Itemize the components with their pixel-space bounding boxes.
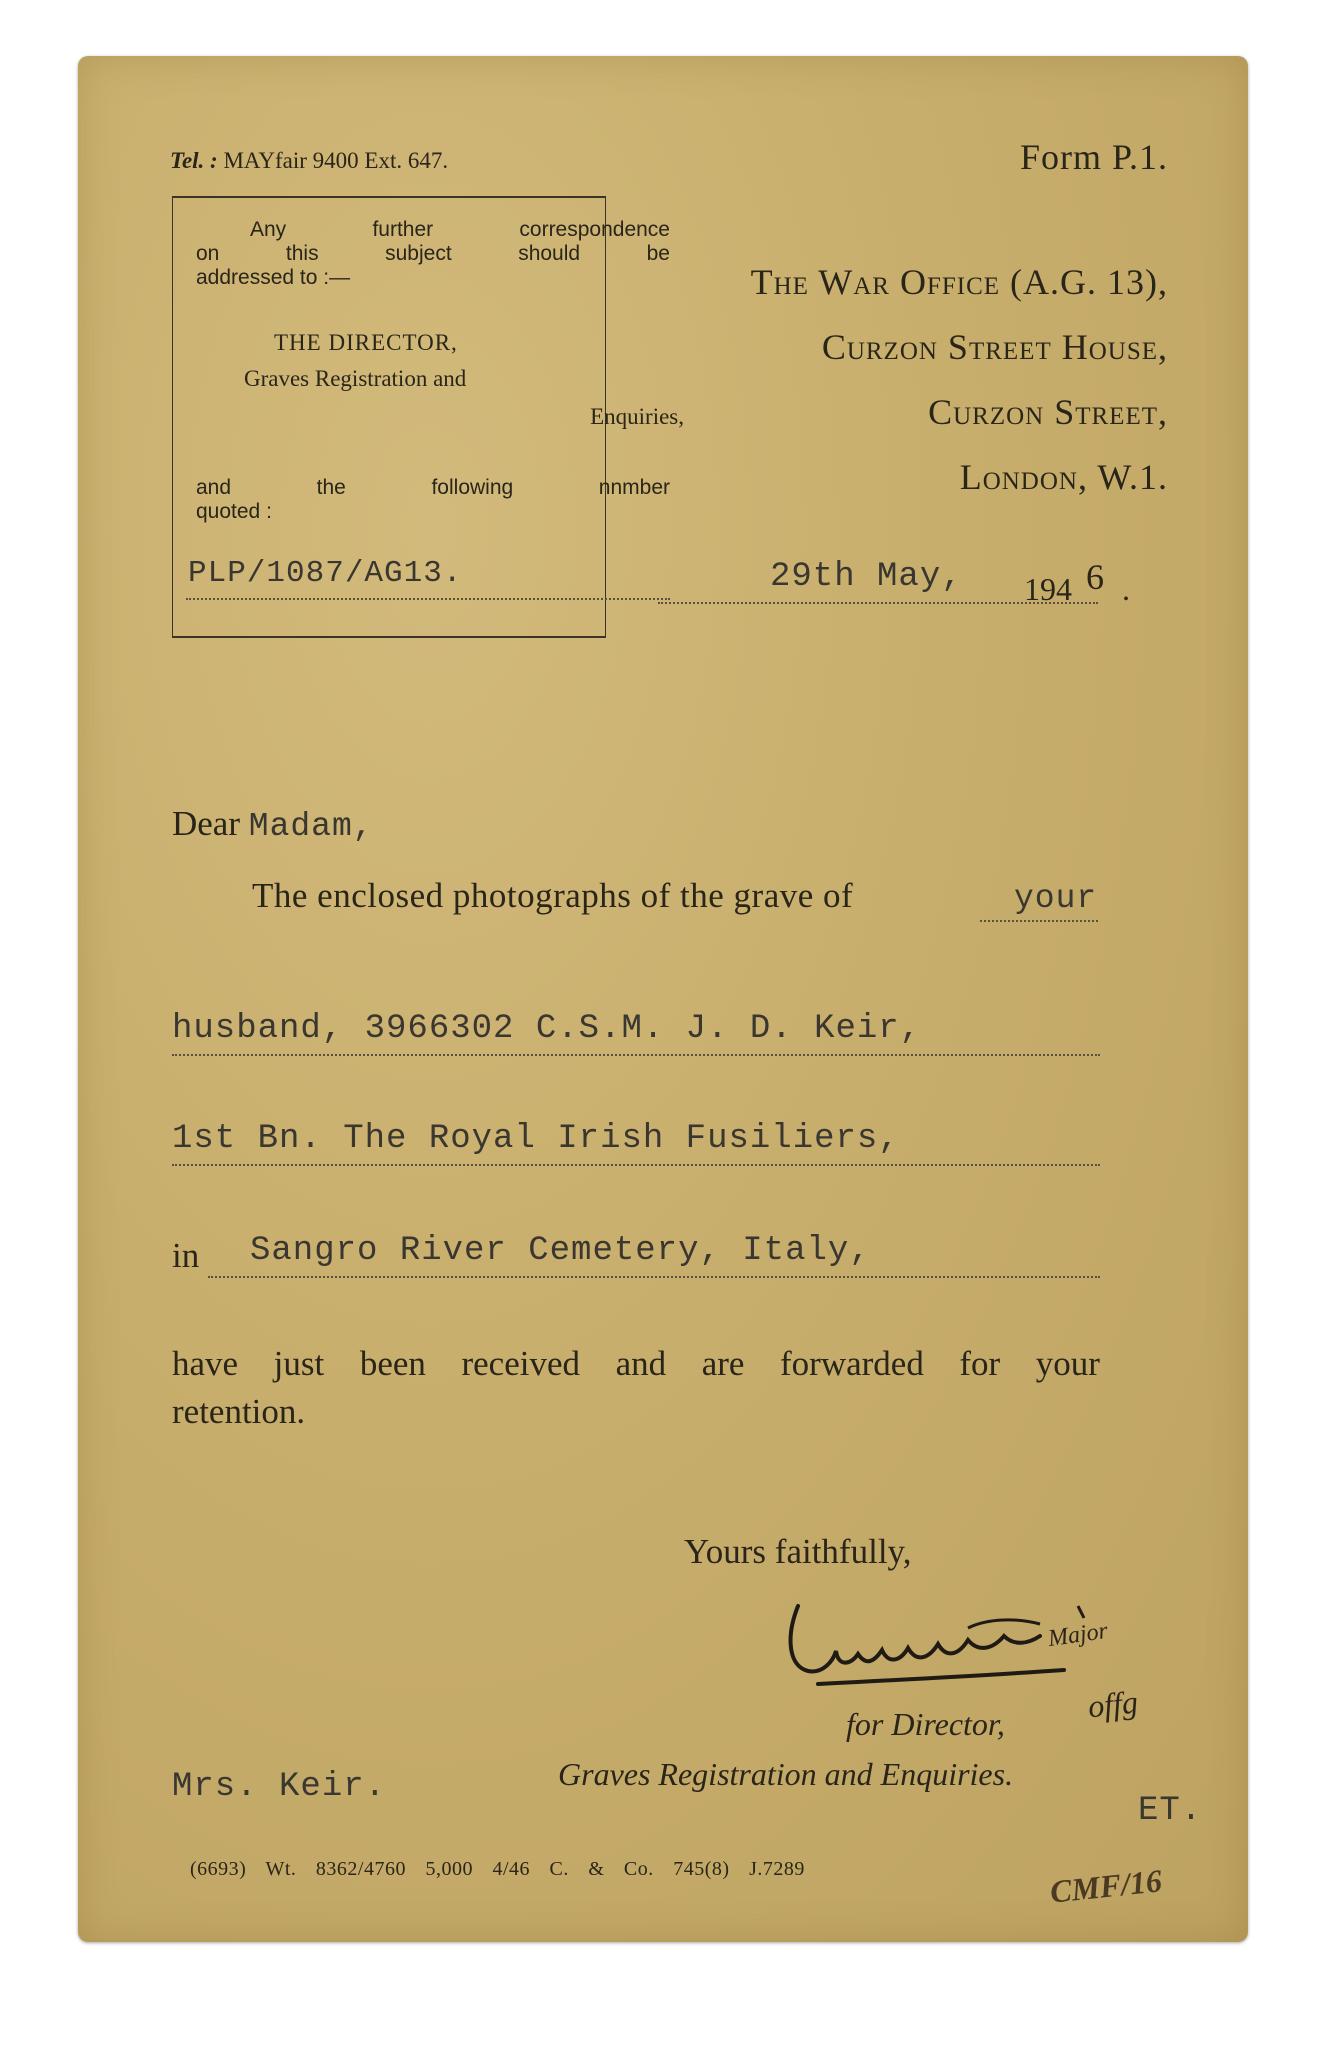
box-word: on	[196, 242, 220, 265]
handwritten-note: CMF/16	[1048, 1862, 1164, 1910]
box-intro-line2	[196, 242, 670, 266]
body-word: received	[461, 1344, 580, 1383]
box-word: this	[285, 242, 319, 265]
body-word: are	[701, 1344, 745, 1383]
body-line4-typed: Sangro River Cemetery, Italy,	[250, 1232, 871, 1270]
box-word: the	[316, 476, 346, 499]
body-line4-field	[208, 1228, 1100, 1278]
address-line2: Curzon Street House,	[821, 327, 1168, 367]
signature-annotation: Major	[1046, 1617, 1110, 1653]
body-word: have	[172, 1344, 239, 1383]
salutation	[172, 804, 374, 845]
for-director: for Director,	[846, 1706, 1005, 1742]
box-word: correspondence	[519, 218, 670, 241]
box-intro-line1	[250, 218, 670, 242]
salutation-printed: Dear	[172, 804, 241, 843]
tel-label: Tel. :	[170, 148, 218, 173]
body-line4-printed: in	[172, 1236, 200, 1275]
box-word: be	[646, 242, 670, 265]
box-dept-line1: Graves Registration and	[244, 366, 467, 391]
recipient: Mrs. Keir.	[172, 1768, 387, 1806]
body-line1-printed: The enclosed photographs of the grave of	[252, 876, 854, 915]
tel-number: MAYfair 9400 Ext. 647.	[223, 148, 449, 173]
typist-initials: ET.	[1138, 1792, 1203, 1830]
box-quote-line2: quoted :	[196, 500, 272, 523]
body-word: forwarded	[780, 1344, 924, 1383]
box-word: should	[518, 242, 581, 265]
box-word: and	[196, 476, 232, 499]
address-line1: The War Office (A.G. 13),	[750, 262, 1168, 302]
form-id: Form P.1.	[1019, 137, 1168, 177]
body-word: for	[959, 1344, 1001, 1383]
reference-number: PLP/1087/AG13.	[188, 556, 463, 591]
box-intro-line3: addressed to :—	[196, 266, 351, 289]
body-word: your	[1035, 1344, 1100, 1383]
box-director: THE DIRECTOR,	[274, 330, 458, 355]
address-line3: Curzon Street,	[928, 392, 1168, 432]
body-line2-field	[172, 1006, 1100, 1056]
date-day-month: 29th May,	[770, 558, 963, 596]
reference-field	[186, 556, 670, 600]
body-line1-typed-field	[980, 876, 1098, 922]
body-line3-field	[172, 1116, 1100, 1166]
box-word: further	[372, 218, 434, 241]
date-year-digit: 6	[1086, 557, 1104, 597]
body-word: and	[615, 1344, 667, 1383]
box-dept-line2: Enquiries,	[590, 404, 684, 429]
box-quote-line1	[196, 476, 670, 500]
box-word: following	[431, 476, 514, 499]
department-signoff: Graves Registration and Enquiries.	[558, 1756, 1014, 1792]
letter-sheet	[78, 56, 1248, 1942]
signature-annotation-offg: offg	[1086, 1683, 1140, 1725]
box-word: nnmber	[598, 476, 670, 499]
date-trailing: .	[1122, 571, 1130, 607]
body-line3-typed: 1st Bn. The Royal Irish Fusiliers,	[172, 1120, 900, 1158]
print-code: (6693) Wt. 8362/4760 5,000 4/46 C. & Co. 745(8) J.7289	[190, 1858, 805, 1880]
body-line1-typed: your	[1014, 880, 1098, 917]
address-line4: London, W.1.	[959, 457, 1168, 497]
box-word: Any	[250, 218, 287, 241]
body-word: been	[359, 1344, 426, 1383]
valediction: Yours faithfully,	[684, 1532, 912, 1571]
body-word: just	[273, 1344, 325, 1383]
date-year-prefix: 194	[1024, 571, 1072, 607]
body-paragraph-line2: retention.	[172, 1392, 306, 1431]
body-line2-typed: husband, 3966302 C.S.M. J. D. Keir,	[172, 1010, 922, 1048]
body-paragraph-line1	[172, 1344, 1100, 1384]
telephone-line	[170, 148, 448, 174]
salutation-typed: Madam,	[248, 808, 374, 845]
box-word: subject	[385, 242, 452, 265]
